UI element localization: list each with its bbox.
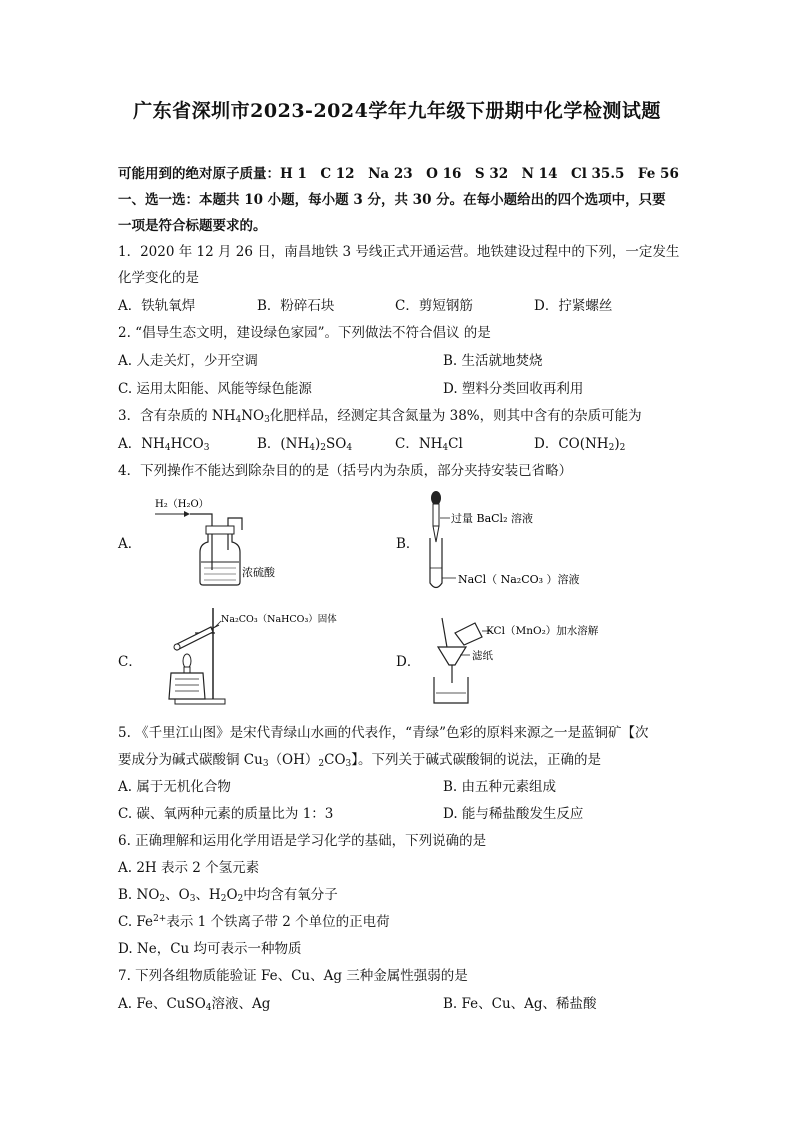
fig-b-reagent-label: 过量 BaCl₂ 溶液 <box>451 512 533 525</box>
fig-c-solid-label: Na₂CO₃（NaHCO₃）固体 <box>221 614 337 625</box>
q1-option-c: C．剪短钢筋 <box>395 298 473 314</box>
dropper-test-tube-figure <box>420 488 610 596</box>
q6-stem: 6. 正确理解和运用化学用语是学习化学的基础，下列说确的是 <box>118 833 487 849</box>
section-heading-line1: 一、选一选：本题共 10 小题，每小题 3 分，共 30 分。在每小题给出的四个选项中，只要 <box>118 192 666 208</box>
q6-option-c: C. $Fe^{2+}$表示 1 个铁离子带 2 个单位的正电荷 <box>118 914 390 930</box>
section-heading-line2: 一项是符合标题要求的。 <box>118 218 267 234</box>
q1-stem-line2: 化学变化的是 <box>118 270 199 286</box>
q4-option-c: C． <box>118 654 142 670</box>
q5-option-a: A. 属于无机化合物 <box>118 779 231 795</box>
q3-option-d: D．$CO(NH_2)_2$ <box>534 436 626 453</box>
q3-option-c: C．$NH_4Cl$ <box>395 436 463 453</box>
q2-option-c: C. 运用太阳能、风能等绿色能源 <box>118 381 312 397</box>
q5-option-d: D. 能与稀盐酸发生反应 <box>443 806 584 822</box>
q3-stem: 3．含有杂质的 $NH_4NO_3$化肥样品，经测定其含氮量为 38%，则其中含有的杂质可能为 <box>118 408 642 425</box>
q4-option-a: A． <box>118 536 142 552</box>
page-title: 广东省深圳市2023-2024学年九年级下册期中化学检测试题 <box>133 100 661 122</box>
q3-option-a: A．$NH_4HCO_3$ <box>118 436 210 453</box>
q3-option-b: B．$(NH_4)_2SO_4$ <box>257 436 353 453</box>
q2-stem: 2. “倡导生态文明，建设绿色家园”。下列做法不符合倡议 的是 <box>118 325 491 341</box>
fig-a-gas-label: H₂（H₂O） <box>155 499 209 510</box>
gas-washing-bottle-figure <box>150 490 320 595</box>
q6-option-d: D. Ne，Cu 均可表示一种物质 <box>118 941 302 957</box>
q5-stem-line2: 要成分为碱式碳酸铜 $Cu_3(OH)_2CO_3$】。下列关于碱式碳酸铜的说法，正确的是 <box>118 752 602 769</box>
fig-b-solution-label: NaCl（ Na₂CO₃ ）溶液 <box>458 573 580 586</box>
fig-d-filter-label: 滤纸 <box>472 650 493 662</box>
q6-option-b: B. $NO_2$、$O_3$、$H_2O_2$中均含有氧分子 <box>118 887 338 904</box>
q2-option-a: A. 人走关灯，少开空调 <box>118 353 258 369</box>
q1-stem-line1: 1．2020 年 12 月 26 日，南昌地铁 3 号线正式开通运营。地铁建设过程中的下列，一定发生 <box>118 244 680 260</box>
q2-option-b: B. 生活就地焚烧 <box>443 353 543 369</box>
filtration-figure <box>420 603 620 708</box>
q7-option-a: A. Fe、CuSO$_4$溶液、Ag <box>118 996 271 1013</box>
q7-option-b: B. Fe、Cu、Ag、稀盐酸 <box>443 996 597 1012</box>
q7-stem: 7. 下列各组物质能验证 Fe、Cu、Ag 三种金属性强弱的是 <box>118 968 468 984</box>
q5-option-c: C. 碳、氧两种元素的质量比为 1：3 <box>118 806 334 822</box>
q1-option-b: B．粉碎石块 <box>257 298 335 314</box>
heating-apparatus-figure <box>155 603 345 708</box>
q5-option-b: B. 由五种元素组成 <box>443 779 557 795</box>
q4-stem: 4．下列操作不能达到除杂目的的是（括号内为杂质，部分夹持安装已省略） <box>118 463 573 479</box>
q6-option-a: A. 2H 表示 2 个氢元素 <box>118 860 260 876</box>
fig-d-mix-label: KCl（MnO₂）加水溶解 <box>486 625 599 637</box>
q4-option-b: B． <box>396 536 420 552</box>
q1-option-d: D．拧紧螺丝 <box>534 298 613 314</box>
q1-option-a: A．铁轨氧焊 <box>118 298 196 314</box>
q2-option-d: D. 塑料分类回收再利用 <box>443 381 584 397</box>
q4-option-d: D． <box>396 654 421 670</box>
q5-stem-line1: 5. 《千里江山图》是宋代青绿山水画的代表作，“青绿”色彩的原料来源之一是蓝铜矿【次 <box>118 725 649 741</box>
fig-a-liquid-label: 浓硫酸 <box>242 566 275 579</box>
atomic-masses: 可能用到的绝对原子质量：H 1 C 12 Na 23 O 16 S 32 N 14 Cl 35.5 Fe 56 <box>118 166 679 182</box>
